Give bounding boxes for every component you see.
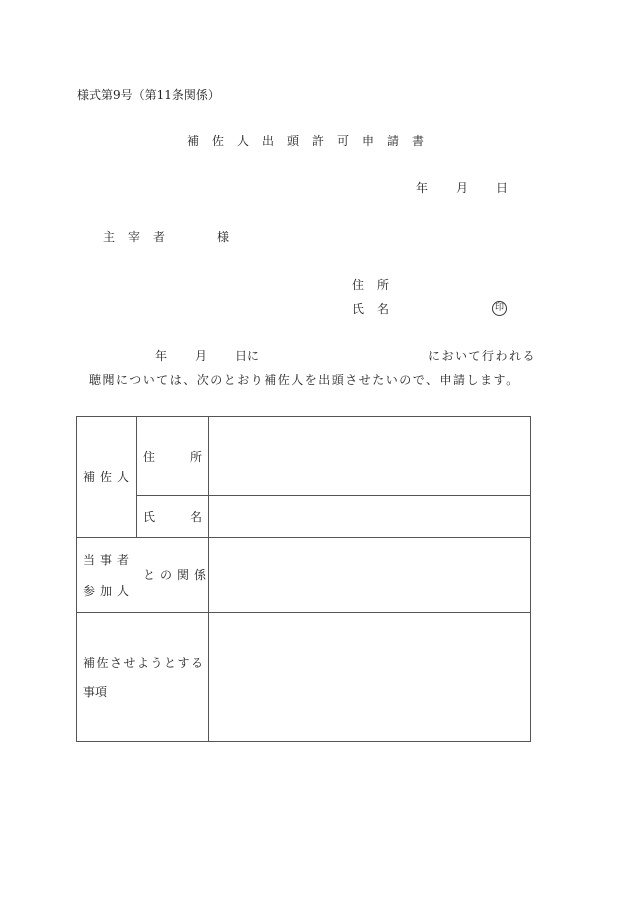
assistant-name-field[interactable] <box>209 496 530 537</box>
body-line2: 聴聞については、次のとおり補佐人を出頭させたいので、申請します。 <box>89 373 520 387</box>
date-month: 月 <box>456 181 469 195</box>
seal-mark: 印 <box>492 301 507 316</box>
relation-field[interactable] <box>209 538 530 612</box>
applicant-address-label: 住所 <box>352 278 403 292</box>
body-year: 年 <box>155 349 168 363</box>
assistant-name-label: 氏 <box>143 510 156 524</box>
party-label: 当事者 <box>83 553 135 567</box>
body-line1-end: において行われる <box>428 349 537 363</box>
page-title: 補佐人出頭許可申請書 <box>187 134 438 148</box>
form-number: 様式第9号（第11条関係） <box>77 88 220 102</box>
table-divider <box>136 416 137 537</box>
applicant-name-label: 氏名 <box>352 302 403 316</box>
body-day: 日に <box>235 349 260 363</box>
date-year: 年 <box>416 181 429 195</box>
assistant-name-label: 名 <box>190 510 203 524</box>
addressee-role: 主宰者 <box>103 230 179 244</box>
relation-label: との関係 <box>143 568 212 582</box>
assistant-label: 補佐人 <box>83 470 135 484</box>
participant-label: 参加人 <box>83 584 135 598</box>
date-day: 日 <box>496 181 509 195</box>
matter-field[interactable] <box>209 613 530 741</box>
matter-label: 補佐させようとする <box>83 656 205 670</box>
body-month: 月 <box>195 349 208 363</box>
assistant-address-field[interactable] <box>209 417 530 495</box>
matter-label: 事項 <box>83 685 108 699</box>
assistant-address-label: 所 <box>190 450 203 464</box>
assistant-address-label: 住 <box>143 450 156 464</box>
addressee-honorific: 様 <box>217 230 230 244</box>
